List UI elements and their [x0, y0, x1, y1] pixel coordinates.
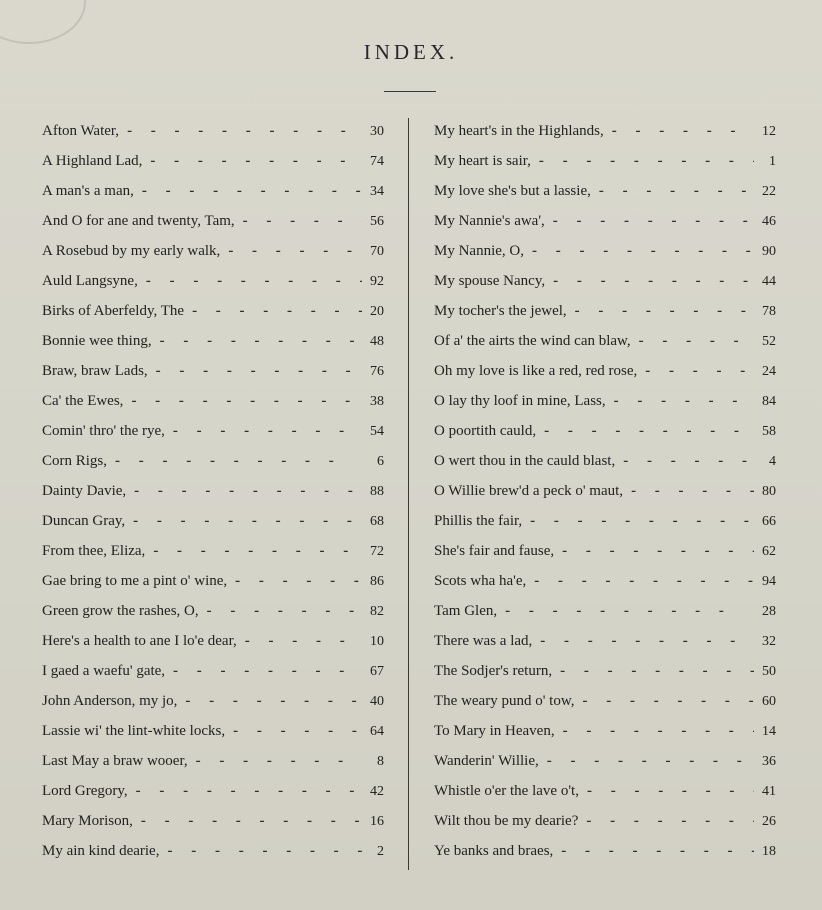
dot-leader [615, 446, 754, 476]
dot-leader [126, 476, 362, 506]
dot-leader [606, 386, 754, 416]
entry-title: Gae bring to me a pint o' wine, [42, 573, 228, 589]
dot-leader [579, 776, 754, 806]
entry-title: And O for ane and twenty, Tam, [42, 213, 235, 229]
dot-leader [631, 326, 754, 356]
index-entry [434, 326, 776, 356]
entry-title: Whistle o'er the lave o't, [434, 783, 579, 799]
entry-page-number: 82 [370, 604, 384, 619]
dot-leader [554, 536, 754, 566]
entry-title: O lay thy loof in mine, Lass, [434, 393, 606, 409]
index-entry [434, 266, 776, 296]
dot-leader [159, 836, 362, 866]
dot-leader [532, 626, 754, 656]
entry-page-number: 36 [762, 754, 776, 769]
entry-title: She's fair and fause, [434, 543, 555, 559]
entry-page-number: 14 [762, 724, 776, 739]
entry-page-number: 56 [370, 214, 384, 229]
entry-page-number: 20 [370, 304, 384, 319]
entry-page-number: 54 [370, 424, 384, 439]
dot-leader [123, 386, 362, 416]
index-entry [434, 296, 776, 326]
entry-page-number: 41 [762, 784, 776, 799]
title-rule [384, 91, 436, 92]
index-entry [42, 596, 384, 626]
entry-title: Afton Water, [42, 123, 120, 139]
index-entry [42, 446, 384, 476]
entry-page-number: 52 [762, 334, 776, 349]
index-entry [42, 776, 384, 806]
dot-leader [522, 506, 754, 536]
entry-title: Duncan Gray, [42, 513, 126, 529]
entry-title: Green grow the rashes, O, [42, 603, 199, 619]
index-entry [434, 206, 776, 236]
entry-page-number: 66 [762, 514, 776, 529]
index-entry [434, 746, 776, 776]
entry-page-number: 2 [377, 844, 384, 859]
entry-title: Tam Glen, [434, 603, 498, 619]
index-entry [42, 506, 384, 536]
entry-page-number: 30 [370, 124, 384, 139]
index-entry [434, 806, 776, 836]
dot-leader [177, 686, 362, 716]
entry-title: Of a' the airts the wind can blaw, [434, 333, 631, 349]
index-entry [434, 116, 776, 146]
index-entry [42, 536, 384, 566]
index-column-left [42, 116, 384, 866]
dot-leader [165, 656, 362, 686]
entry-title: I gaed a waefu' gate, [42, 663, 166, 679]
index-entry [434, 356, 776, 386]
dot-leader [184, 296, 362, 326]
entry-title: Auld Langsyne, [42, 273, 138, 289]
entry-title: From thee, Eliza, [42, 543, 146, 559]
index-entry [434, 386, 776, 416]
dot-leader [142, 146, 362, 176]
entry-page-number: 58 [762, 424, 776, 439]
index-entry [434, 686, 776, 716]
entry-page-number: 32 [762, 634, 776, 649]
entry-page-number: 34 [370, 184, 384, 199]
dot-leader [567, 296, 754, 326]
entry-page-number: 78 [762, 304, 776, 319]
entry-title: My heart's in the Highlands, [434, 123, 604, 139]
entry-page-number: 86 [370, 574, 384, 589]
entry-title: My tocher's the jewel, [434, 303, 567, 319]
entry-page-number: 68 [370, 514, 384, 529]
entry-page-number: 24 [762, 364, 776, 379]
index-entry [42, 356, 384, 386]
entry-title: My spouse Nancy, [434, 273, 546, 289]
dot-leader [545, 266, 754, 296]
entry-title: The Sodjer's return, [434, 663, 553, 679]
entry-title: Wilt thou be my dearie? [434, 813, 579, 829]
index-entry [42, 626, 384, 656]
dot-leader [138, 266, 362, 296]
dot-leader [604, 116, 754, 146]
dot-leader [134, 176, 362, 206]
entry-title: Birks of Aberfeldy, The [42, 303, 185, 319]
index-entry [42, 836, 384, 866]
entry-page-number: 28 [762, 604, 776, 619]
entry-page-number: 64 [370, 724, 384, 739]
index-entry [42, 236, 384, 266]
dot-leader [526, 566, 754, 596]
index-entry [434, 566, 776, 596]
entry-title: Corn Rigs, [42, 453, 108, 469]
index-entry [42, 566, 384, 596]
index-entry [42, 146, 384, 176]
dot-leader [531, 146, 754, 176]
index-entry [434, 776, 776, 806]
entry-page-number: 4 [769, 454, 776, 469]
index-entry [434, 626, 776, 656]
index-entry [42, 806, 384, 836]
entry-title: My ain kind dearie, [42, 843, 160, 859]
entry-page-number: 42 [370, 784, 384, 799]
page-title: INDEX. [363, 40, 459, 64]
dot-leader [188, 746, 362, 776]
dot-leader [128, 776, 362, 806]
dot-leader [199, 596, 362, 626]
entry-page-number: 16 [370, 814, 384, 829]
entry-page-number: 6 [377, 454, 384, 469]
entry-page-number: 12 [762, 124, 776, 139]
dot-leader [536, 416, 754, 446]
dot-leader [165, 416, 362, 446]
entry-title: My heart is sair, [434, 153, 531, 169]
dot-leader [225, 716, 362, 746]
entry-title: Last May a braw wooer, [42, 753, 188, 769]
index-entry [434, 146, 776, 176]
entry-title: Dainty Davie, [42, 483, 127, 499]
entry-title: Braw, braw Lads, [42, 363, 148, 379]
entry-page-number: 46 [762, 214, 776, 229]
entry-page-number: 50 [762, 664, 776, 679]
index-entry [434, 836, 776, 866]
dot-leader [220, 236, 362, 266]
entry-page-number: 1 [769, 154, 776, 169]
entry-title: My Nannie, O, [434, 243, 524, 259]
dot-leader [539, 746, 754, 776]
entry-title: Ca' the Ewes, [42, 393, 124, 409]
entry-page-number: 72 [370, 544, 384, 559]
entry-title: Comin' thro' the rye, [42, 423, 165, 439]
entry-title: A Rosebud by my early walk, [42, 243, 221, 259]
entry-page-number: 40 [370, 694, 384, 709]
entry-page-number: 94 [762, 574, 776, 589]
dot-leader [148, 356, 362, 386]
index-entry [434, 236, 776, 266]
entry-title: Wanderin' Willie, [434, 753, 539, 769]
index-entry [42, 176, 384, 206]
entry-title: My love she's but a lassie, [434, 183, 591, 199]
dot-leader [133, 806, 362, 836]
dot-leader [552, 656, 754, 686]
entry-title: A man's a man, [42, 183, 134, 199]
dot-leader [553, 836, 754, 866]
dot-leader [555, 716, 754, 746]
entry-page-number: 62 [762, 544, 776, 559]
index-entry [42, 686, 384, 716]
index-entry [434, 476, 776, 506]
entry-page-number: 80 [762, 484, 776, 499]
entry-title: Lassie wi' the lint-white locks, [42, 723, 226, 739]
index-entry [42, 266, 384, 296]
entry-title: Here's a health to ane I lo'e dear, [42, 633, 237, 649]
entry-title: Bonnie wee thing, [42, 333, 152, 349]
entry-title: Mary Morison, [42, 813, 133, 829]
entry-page-number: 22 [762, 184, 776, 199]
entry-page-number: 38 [370, 394, 384, 409]
entry-title: Ye banks and braes, [434, 843, 554, 859]
entry-page-number: 74 [370, 154, 384, 169]
dot-leader [497, 596, 754, 626]
dot-leader [591, 176, 754, 206]
entry-title: Oh my love is like a red, red rose, [434, 363, 638, 379]
entry-title: John Anderson, my jo, [42, 693, 178, 709]
index-entry [434, 716, 776, 746]
entry-page-number: 18 [762, 844, 776, 859]
index-entry [434, 596, 776, 626]
entry-title: To Mary in Heaven, [434, 723, 555, 739]
entry-page-number: 44 [762, 274, 776, 289]
entry-title: The weary pund o' tow, [434, 693, 575, 709]
dot-leader [637, 356, 754, 386]
entry-page-number: 90 [762, 244, 776, 259]
entry-page-number: 10 [370, 634, 384, 649]
index-entry [434, 536, 776, 566]
index-entry [434, 506, 776, 536]
entry-page-number: 76 [370, 364, 384, 379]
dot-leader [235, 206, 362, 236]
dot-leader [574, 686, 754, 716]
index-entry [434, 176, 776, 206]
entry-page-number: 88 [370, 484, 384, 499]
library-stamp [0, 0, 86, 44]
index-entry [434, 446, 776, 476]
entry-title: O wert thou in the cauld blast, [434, 453, 616, 469]
index-entry [42, 476, 384, 506]
dot-leader [578, 806, 754, 836]
entry-page-number: 8 [377, 754, 384, 769]
entry-title: Phillis the fair, [434, 513, 523, 529]
entry-title: Scots wha ha'e, [434, 573, 527, 589]
index-entry [42, 296, 384, 326]
entry-page-number: 26 [762, 814, 776, 829]
entry-title: Lord Gregory, [42, 783, 128, 799]
entry-page-number: 92 [370, 274, 384, 289]
entry-title: O Willie brew'd a peck o' maut, [434, 483, 624, 499]
dot-leader [145, 536, 362, 566]
index-entry [42, 416, 384, 446]
entry-page-number: 70 [370, 244, 384, 259]
index-entry [42, 746, 384, 776]
index-entry [42, 716, 384, 746]
index-entry [42, 386, 384, 416]
entry-title: O poortith cauld, [434, 423, 537, 439]
entry-page-number: 84 [762, 394, 776, 409]
index-entry [434, 656, 776, 686]
dot-leader [107, 446, 362, 476]
dot-leader [125, 506, 362, 536]
dot-leader [545, 206, 754, 236]
column-divider [408, 118, 409, 870]
index-entry [42, 656, 384, 686]
index-entry [42, 116, 384, 146]
dot-leader [119, 116, 362, 146]
entry-title: My Nannie's awa', [434, 213, 545, 229]
index-entry [42, 206, 384, 236]
entry-page-number: 60 [762, 694, 776, 709]
dot-leader [524, 236, 754, 266]
entry-title: A Highland Lad, [42, 153, 143, 169]
index-entry [42, 326, 384, 356]
index-entry [434, 416, 776, 446]
dot-leader [237, 626, 362, 656]
entry-title: There was a lad, [434, 633, 533, 649]
dot-leader [623, 476, 754, 506]
index-column-right [434, 116, 776, 866]
dot-leader [227, 566, 362, 596]
entry-page-number: 67 [370, 664, 384, 679]
dot-leader [152, 326, 362, 356]
entry-page-number: 48 [370, 334, 384, 349]
